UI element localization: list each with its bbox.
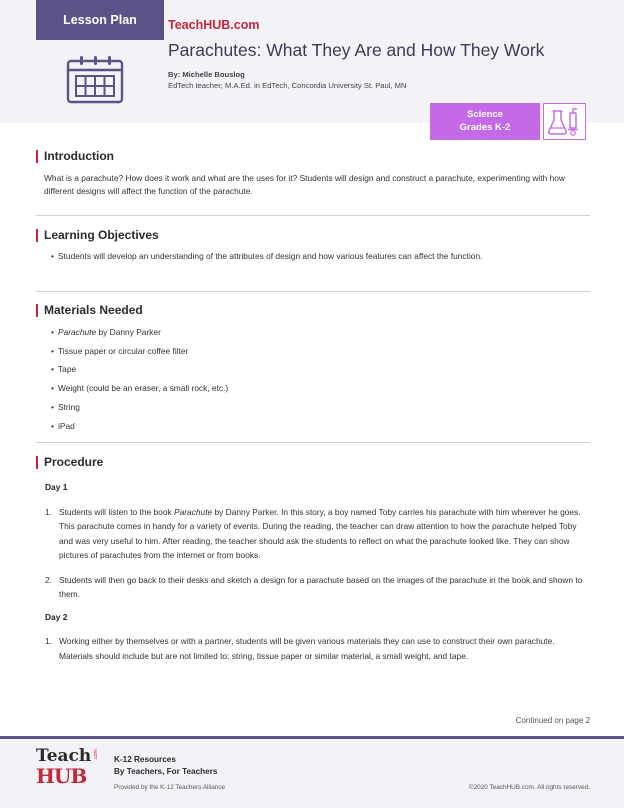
list-item: • Tape	[51, 360, 590, 379]
section-divider	[36, 442, 590, 443]
list-item: 1. Working either by themselves or with a partner, students will be given various materials they can use to construct their own parachute. Materials should include but are not limited to: string, tissue paper or similar material, a small weight, and tape.	[45, 636, 555, 661]
introduction-section	[36, 150, 590, 198]
logo-teach: Teach	[36, 746, 92, 766]
author-block	[168, 69, 406, 91]
footer-tagline	[114, 754, 217, 778]
book-title: Parachute	[58, 327, 97, 337]
day-2-steps	[45, 634, 590, 663]
list-item: • Weight (could be an eraser, a small rock, etc.)	[51, 379, 590, 398]
section-divider	[36, 291, 590, 292]
list-item: 1. Students will listen to the book Parachute by Danny Parker. In this story, a boy named Toby carries his parachute with him wherever he goes. This parachute comes in handy for a variety of events. During the reading, the teacher can draw attention to how the parachute helped Toby and was very useful to him. After reading, the teacher should ask the students to reflect on what the parachute looked like. They can show pictures of parachutes from the internet or from books.	[45, 507, 581, 561]
science-lab-icon	[543, 103, 586, 140]
list-item: • Tissue paper or circular coffee filter	[51, 342, 590, 361]
list-item: • iPad	[51, 417, 590, 436]
objectives-heading: Learning Objectives	[36, 229, 590, 242]
logo-com: .com	[93, 749, 99, 760]
footer-provider: Provided by the K-12 Teachers Alliance	[114, 784, 226, 791]
day-1-label: Day 1	[45, 482, 68, 492]
brand-name: TeachHUB.com	[168, 18, 260, 32]
book-title: Parachute	[174, 507, 213, 517]
step-number: 1.	[45, 507, 52, 517]
calendar-icon	[66, 54, 124, 104]
footer-line-1: K-12 Resources	[114, 755, 176, 764]
day-1-steps	[45, 505, 590, 601]
logo-hub: HUB	[36, 764, 87, 788]
list-item: • Students will develop an understanding of the attributes of design and how various features can affect the function.	[51, 250, 590, 263]
list-item	[51, 323, 590, 342]
materials-heading: Materials Needed	[36, 304, 590, 317]
grade-label: Grades K-2	[459, 122, 511, 133]
procedure-heading: Procedure	[36, 456, 590, 469]
objectives-section	[36, 229, 590, 263]
copyright: ©2020 TeachHUB.com. All rights reserved.	[468, 784, 590, 791]
subject-badge	[430, 103, 540, 140]
day-2-label: Day 2	[45, 612, 68, 623]
footer-line-2: By Teachers, For Teachers	[114, 767, 218, 776]
list-item: 2. Students will then go back to their desks and sketch a design for a parachute based on the images of the parachute in the book and shown to them.	[45, 574, 583, 600]
continued-note: Continued on page 2	[515, 716, 590, 725]
section-divider	[36, 215, 590, 216]
footer-divider	[0, 736, 624, 739]
introduction-text: What is a parachute? How does it work and what are the uses for it? Students will design and construct a parachute, experimenting with how different designs will affect the function of the parachute.	[44, 173, 565, 196]
step-number: 1.	[45, 636, 52, 647]
book-author: by Danny Parker	[96, 327, 161, 337]
list-item: • String	[51, 398, 590, 417]
lesson-plan-tab: Lesson Plan	[36, 0, 164, 40]
step-number: 2.	[45, 574, 52, 585]
materials-list	[51, 323, 590, 435]
author-name: By: Michelle Bouslog	[168, 70, 245, 79]
objectives-list	[51, 250, 590, 263]
procedure-section	[36, 456, 590, 663]
page-title: Parachutes: What They Are and How They Work	[168, 40, 545, 60]
introduction-heading: Introduction	[36, 150, 590, 163]
materials-section	[36, 304, 590, 435]
subject-label: Science	[467, 109, 503, 120]
author-credentials: EdTech teacher; M.A.Ed. in EdTech, Concordia University St. Paul, MN	[168, 81, 407, 90]
